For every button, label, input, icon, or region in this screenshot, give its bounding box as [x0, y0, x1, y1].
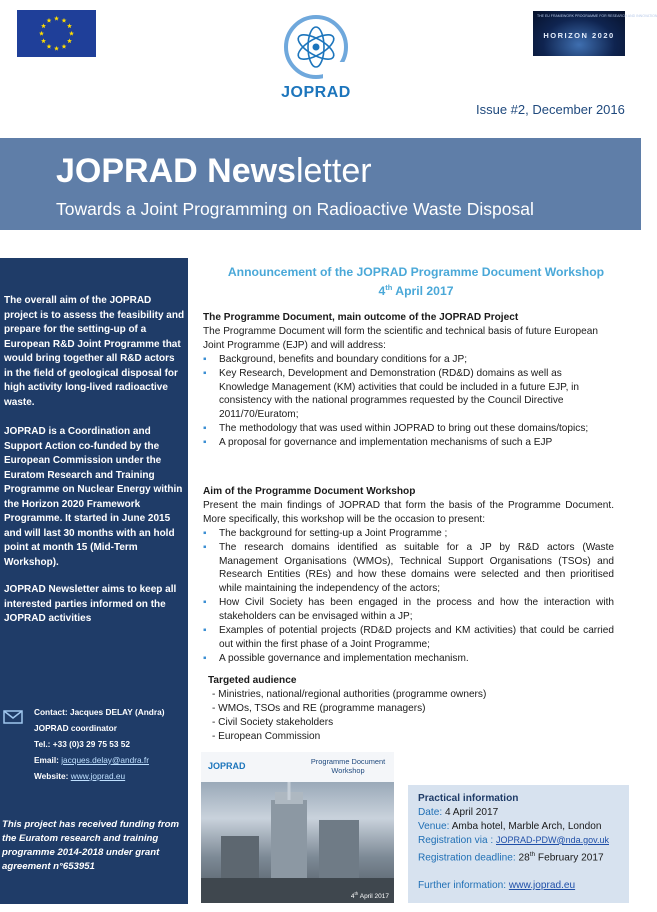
sidebar-purpose: JOPRAD Newsletter aims to keep all interested parties informed on the JOPRAD activities: [4, 584, 177, 624]
deadline-label: Registration deadline:: [418, 851, 519, 863]
list-item: - WMOs, TSOs and RE (programme managers): [212, 702, 426, 714]
title-light: letter: [295, 152, 372, 190]
deadline-rest: February 2017: [535, 851, 604, 863]
machinery-icon: [201, 782, 394, 903]
deadline-sup: th: [529, 850, 536, 858]
contact-email-row: [34, 752, 184, 768]
flyer-date-sup: th: [354, 890, 359, 896]
website-label: Website:: [34, 771, 71, 781]
flyer-title: Programme Document Workshop: [310, 757, 386, 775]
audience-title: Targeted audience: [208, 675, 297, 686]
list-item: - Civil Society stakeholders: [212, 716, 334, 728]
sidebar-aim: The overall aim of the JOPRAD project is to assess the feasibility and prepare for the setting-up of a European R&D Joint Programme that would bring together all R&D actors in the field of geological disposal for high activity long-lived radioactive waste.: [4, 295, 185, 408]
flyer-date-day: 4: [350, 893, 355, 900]
date-value: 4 April 2017: [444, 806, 499, 818]
venue-value: Amba hotel, Marble Arch, London: [451, 820, 602, 832]
eu-stars-icon: [17, 10, 96, 57]
section1-list: [203, 353, 614, 450]
funding-statement: This project has received funding from the Euratom research and training programme 2014-2018 under grant agreement n°653951: [2, 819, 179, 872]
horizon-badge-main: HORIZON 2020: [543, 31, 615, 40]
section-workshop-aim: [203, 485, 614, 666]
audience-list: [208, 688, 619, 744]
flyer-photo: [201, 782, 394, 903]
email-link[interactable]: jacques.delay@andra.fr: [61, 755, 149, 765]
list-item: ▪ A proposal for governance and implementation mechanisms of such a EJP: [203, 436, 614, 450]
list-item: - Ministries, national/regional authorities (programme owners): [212, 688, 487, 700]
announcement-date-rest: April 2017: [392, 284, 454, 299]
list-item: ▪ Key Research, Development and Demonstration (RD&D) domains as well as Knowledge Management (KM) activities that could be included in a future EJP, in consistency with the national programmes requested by the Council Directive 2011/70/Euratom;: [203, 367, 614, 423]
email-label: Email:: [34, 755, 62, 765]
eu-flag-logo: [17, 10, 96, 57]
venue-label: Venue:: [418, 820, 452, 832]
practical-deadline: [418, 848, 619, 865]
section2-intro: Present the main findings of JOPRAD that form the basis of the Programme Document. More specifically, this workshop will be the occasion to present:: [203, 499, 614, 525]
announcement-line1: Announcement of the JOPRAD Programme Document Workshop: [227, 265, 605, 279]
further-info-link[interactable]: www.joprad.eu: [508, 879, 576, 891]
list-item: ▪ Examples of potential projects (RD&D projects and KM activities) that could be carried out within the first phase of a Joint Programme;: [203, 624, 614, 652]
flyer-date: [351, 891, 389, 900]
title-bold: JOPRAD News: [56, 152, 296, 190]
sidebar: [0, 258, 188, 904]
contact-name: Contact: Jacques DELAY (Andra): [34, 707, 165, 717]
further-label: Further information:: [418, 879, 509, 891]
list-item: ▪ The background for setting-up a Joint Programme ;: [203, 527, 614, 541]
practical-venue: [418, 820, 619, 834]
newsletter-title: [56, 152, 372, 191]
practical-further: [418, 879, 619, 893]
practical-title: Practical information: [418, 793, 519, 804]
issue-label: Issue #2, December 2016: [476, 102, 625, 117]
horizon-2020-logo: [533, 11, 657, 56]
flyer-date-rest: April 2017: [358, 893, 389, 900]
flyer-header: [201, 752, 394, 782]
practical-registration: [418, 834, 619, 848]
newsletter-subtitle: Towards a Joint Programming on Radioactive Waste Disposal: [56, 199, 534, 219]
section1-title: The Programme Document, main outcome of the JOPRAD Project: [203, 312, 519, 323]
sidebar-about: JOPRAD is a Coordination and Support Action co-funded by the European Commission under the Euratom Research and Training Programme on Nuclear Energy within the Horizon 2020 Framework Programme. It started in June 2015 and will last 30 months with an hold point at month 15 (Mid-Term Workshop).: [4, 426, 183, 568]
flyer-logo: JOPRAD: [208, 761, 246, 771]
list-item: ▪ The methodology that was used within JOPRAD to bring out these domains/topics;: [203, 422, 614, 436]
date-label: Date:: [418, 806, 445, 818]
announcement-date-day: 4: [378, 284, 386, 299]
announcement-date-sup: th: [385, 283, 393, 292]
horizon-badge-top: THE EU FRAMEWORK PROGRAMME FOR RESEARCH AND INNOVATION: [537, 14, 657, 18]
list-item: ▪ A possible governance and implementation mechanism.: [203, 652, 614, 666]
mail-icon: [3, 707, 23, 727]
announcement-date: [196, 280, 636, 299]
list-item: ▪ The research domains identified as suitable for a JP by R&D actors (Waste Management Organisations (WMOs), Technical Support Organisations (TSOs) and Research Entities (REs) and how these domains were selected and then prioritised while maintaining the independency of the actors;: [203, 541, 614, 597]
list-item: ▪ How Civil Society has been engaged in the process and how the interaction with stakeholders can be envisaged within a JP;: [203, 596, 614, 624]
logo-text: JOPRAD: [281, 84, 351, 101]
registration-email-link[interactable]: JOPRAD-PDW@nda.gov.uk: [495, 834, 609, 845]
website-link[interactable]: www.joprad.eu: [70, 771, 126, 781]
section-audience: [208, 674, 619, 744]
atom-icon: [283, 14, 349, 80]
contact-block: [34, 704, 184, 784]
section-programme-document: [203, 311, 614, 450]
contact-role: JOPRAD coordinator: [34, 723, 117, 733]
section1-intro: The Programme Document will form the scientific and technical basis of future European Joint Programme (EJP) and will address:: [203, 325, 598, 351]
announcement-heading: [196, 265, 636, 299]
joprad-logo: [276, 14, 356, 120]
registration-label: Registration via :: [418, 834, 496, 846]
practical-info-box: [408, 785, 629, 903]
contact-website-row: [34, 768, 184, 784]
list-item: ▪ Background, benefits and boundary conditions for a JP;: [203, 353, 614, 367]
practical-date: [418, 806, 619, 820]
contact-tel: Tel.: +33 (0)3 29 75 53 52: [34, 739, 131, 749]
list-item: - European Commission: [212, 730, 321, 742]
title-banner: [0, 138, 641, 230]
workshop-flyer-image: [201, 752, 394, 903]
deadline-day: 28: [518, 851, 530, 863]
spacer: [418, 865, 619, 879]
section2-title: Aim of the Programme Document Workshop: [203, 486, 416, 497]
section2-list: [203, 527, 614, 666]
